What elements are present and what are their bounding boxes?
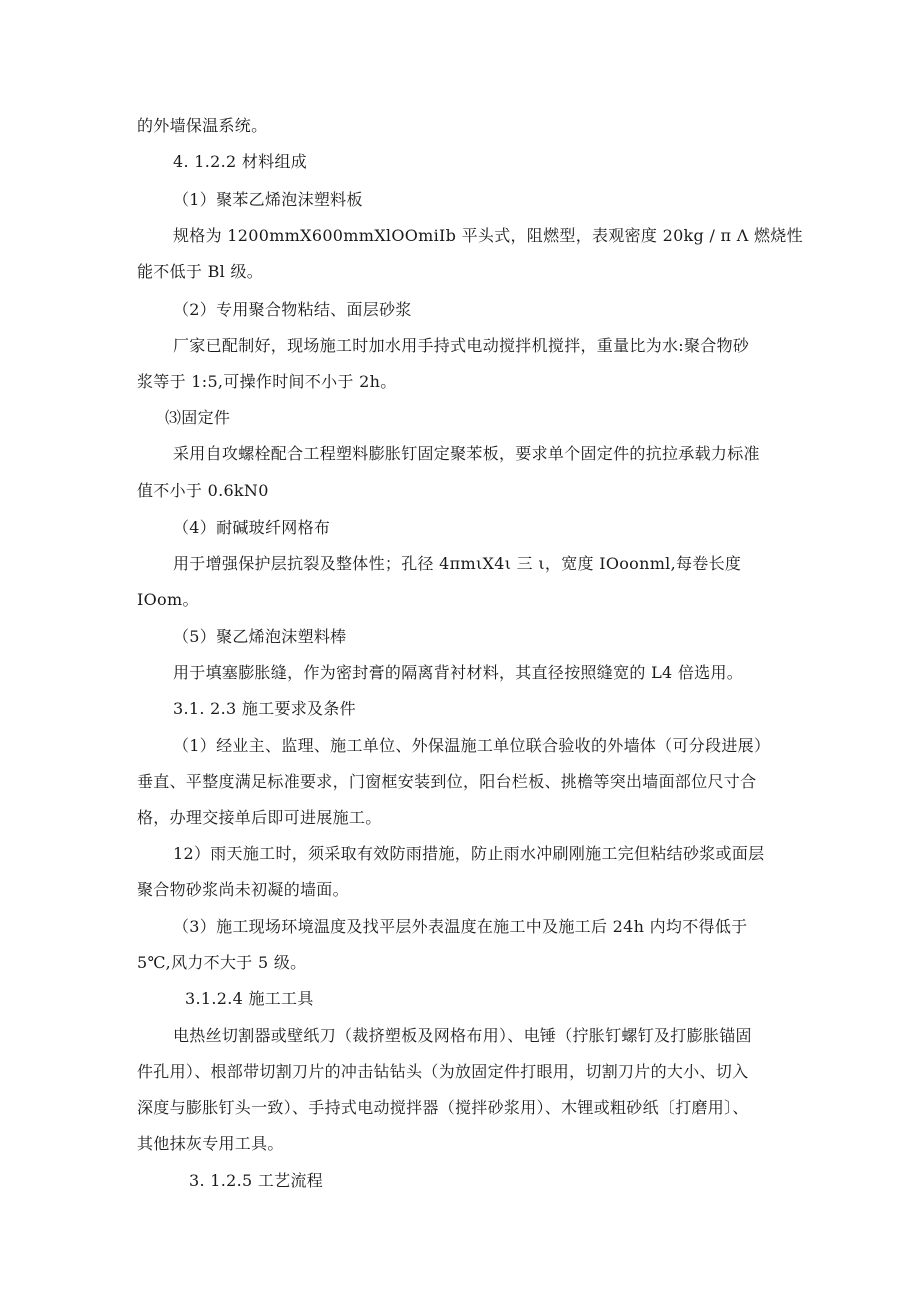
item-heading: （5）聚乙烯泡沫塑料棒 [173,627,347,646]
text-line: 件孔用）、根部带切割刀片的冲击钻钻头（为放固定件打眼用，切割刀片的大小、切入 [137,1062,749,1081]
text-line: 5℃,风力不大于 5 级。 [137,953,307,972]
text-line: 12）雨天施工时，须采取有效防雨措施，防止雨水冲刷刚施工完但粘结砂浆或面层 [173,844,765,863]
text-line: 厂家已配制好，现场施工时加水用手持式电动搅拌机搅拌，重量比为水:聚合物砂 [173,336,750,355]
text-line: 用于增强保护层抗裂及整体性；孔径 4πmιX4ι 三 ι，宽度 IOoonml,每卷长度 [173,554,742,573]
item-heading: （4）耐碱玻纤网格布 [173,518,331,537]
item-heading: （2）专用聚合物粘结、面层砂浆 [173,300,412,319]
text-line: 用于填塞膨胀缝，作为密封膏的隔离背衬材料，其直径按照缝宽的 L4 倍选用。 [173,663,744,682]
text-line: 其他抹灰专用工具。 [137,1134,284,1153]
section-heading: 4. 1.2.2 材料组成 [173,152,308,171]
text-line: 能不低于 Bl 级。 [137,262,264,281]
text-line: IOom。 [137,590,199,609]
text-line: 值不小于 0.6kN0 [137,481,269,500]
text-line: 规格为 1200mmX600mmXlOOmiIb 平头式，阻燃型，表观密度 20kg / π Λ 燃烧性 [173,226,803,245]
text-line: 采用自攻螺栓配合工程塑料膨胀钉固定聚苯板，要求单个固定件的抗拉承载力标准 [173,444,760,463]
text-line: 聚合物砂浆尚未初凝的墙面。 [137,880,349,899]
text-line: 的外墙保温系统。 [137,116,268,135]
section-heading: 3. 1.2.5 工艺流程 [189,1171,324,1190]
section-heading: 3.1.2.4 施工工具 [185,989,314,1008]
item-heading: ⑶固定件 [165,408,231,427]
text-line: 格，办理交接单后即可进展施工。 [137,808,382,827]
item-heading: （1）聚苯乙烯泡沫塑料板 [173,190,363,209]
text-line: 电热丝切割器或壁纸刀（裁挤塑板及网格布用）、电锤（拧胀钉螺钉及打膨胀锚固 [173,1026,752,1045]
section-heading: 3.1. 2.3 施工要求及条件 [173,699,356,718]
text-line: 垂直、平整度满足标准要求，门窗框安装到位，阳台栏板、挑檐等突出墙面部位尺寸合 [137,772,757,791]
text-line: 浆等于 1:5,可操作时间不小于 2h。 [137,372,397,391]
text-line: （1）经业主、监理、施工单位、外保温施工单位联合验收的外墙体（可分段进展） [173,736,771,755]
text-line: （3）施工现场环境温度及找平层外表温度在施工中及施工后 24h 内均不得低于 [173,917,748,936]
text-line: 深度与膨胀钉头一致）、手持式电动搅拌器（搅拌砂浆用）、木锂或粗砂纸〔打磨用〕、 [137,1098,749,1117]
